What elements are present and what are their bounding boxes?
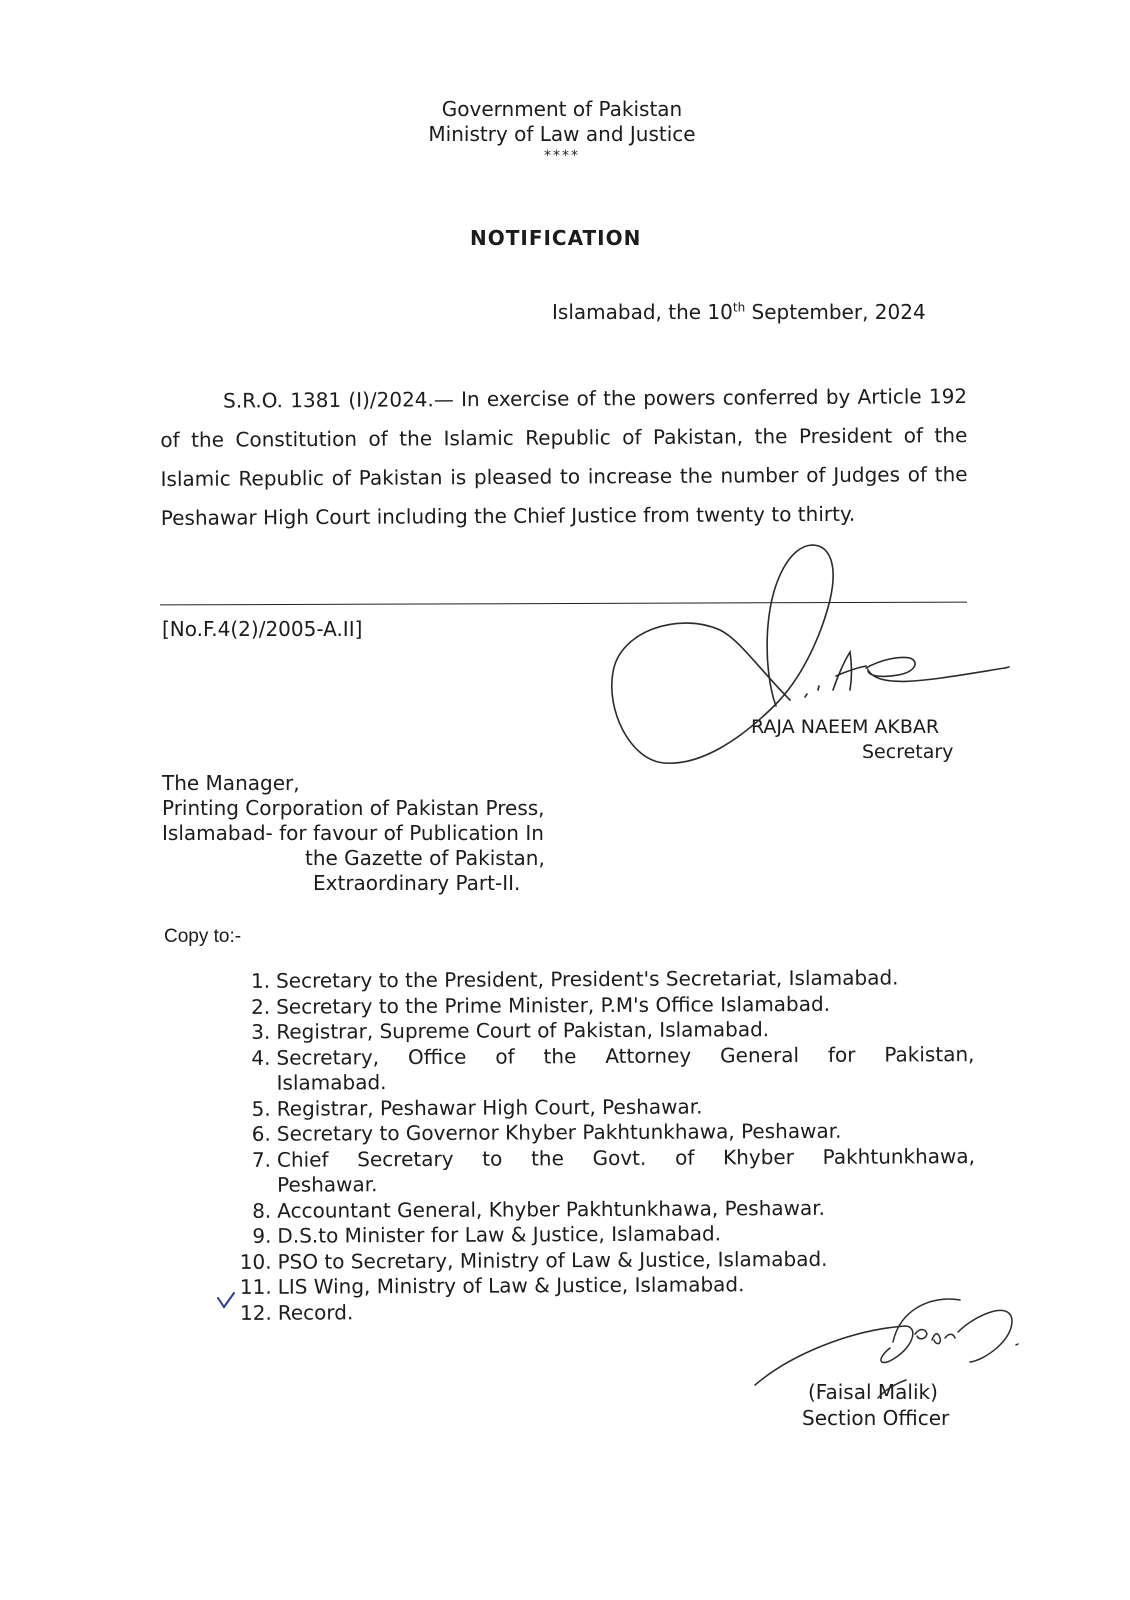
signatory-name: RAJA NAEEM AKBAR xyxy=(751,716,940,738)
header-stars: **** xyxy=(544,148,580,164)
list-item-continuation: Islamabad. xyxy=(276,1070,387,1095)
divider-line xyxy=(160,602,967,606)
notification-body xyxy=(160,377,968,538)
header-ministry: Ministry of Law and Justice xyxy=(428,122,696,146)
addressee-line: Extraordinary Part-II. xyxy=(313,871,521,895)
section-officer-designation: Section Officer xyxy=(802,1406,950,1430)
list-item: 11. LIS Wing, Ministry of Law & Justice, Islamabad. xyxy=(239,1272,745,1299)
section-officer-name: (Faisal Malik) xyxy=(808,1380,938,1404)
list-item: 3. Registrar, Supreme Court of Pakistan, Islamabad. xyxy=(251,1017,770,1044)
addressee-block xyxy=(162,771,545,896)
page-title: NOTIFICATION xyxy=(470,226,642,250)
addressee-line: the Gazette of Pakistan, xyxy=(305,846,545,870)
copy-to-label: Copy to:- xyxy=(164,926,242,947)
addressee-line: Islamabad- for favour of Publication In xyxy=(162,821,544,845)
list-item: 5. Registrar, Peshawar High Court, Peshawar. xyxy=(251,1093,703,1121)
file-number: [No.F.4(2)/2005-A.II] xyxy=(162,617,363,641)
list-item: 4. Secretary, Office of the Attorney General for Pakistan, xyxy=(251,1041,975,1070)
list-item: 2. Secretary to the Prime Minister, P.M's Office Islamabad. xyxy=(251,991,831,1019)
header-government: Government of Pakistan xyxy=(441,97,683,121)
list-item: 7. Chief Secretary to the Govt. of Khyber Pakhtunkhawa, xyxy=(251,1143,976,1172)
list-item-continuation: Peshawar. xyxy=(277,1172,378,1197)
signatory-designation: Secretary xyxy=(862,741,954,763)
copy-to-list xyxy=(222,965,976,1326)
body-text: S.R.O. 1381 (I)/2024.— In exercise of the powers conferred by Article 192 of the Constitution of the Islamic Republic of Pakistan, the President of the Islamic Republic of Pakistan is pleased to increase the number of Judges of the Peshawar High Court including the Chief Justice from twenty to thirty. xyxy=(160,384,968,530)
notification-date: Islamabad, the 10th September, 2024 xyxy=(552,300,926,324)
list-item: 8. Accountant General, Khyber Pakhtunkhawa, Peshawar. xyxy=(252,1195,826,1223)
list-item: 12. Record. xyxy=(239,1299,354,1325)
list-item: 9. D.S.to Minister for Law & Justice, Islamabad. xyxy=(252,1221,722,1248)
addressee-line: Printing Corporation of Pakistan Press, xyxy=(162,796,545,820)
list-item: 6. Secretary to Governor Khyber Pakhtunkhawa, Peshawar. xyxy=(251,1118,842,1146)
list-item: 10. PSO to Secretary, Ministry of Law & Justice, Islamabad. xyxy=(239,1246,828,1274)
addressee-line: The Manager, xyxy=(162,771,300,795)
list-item: 1. Secretary to the President, President's Secretariat, Islamabad. xyxy=(250,965,899,993)
